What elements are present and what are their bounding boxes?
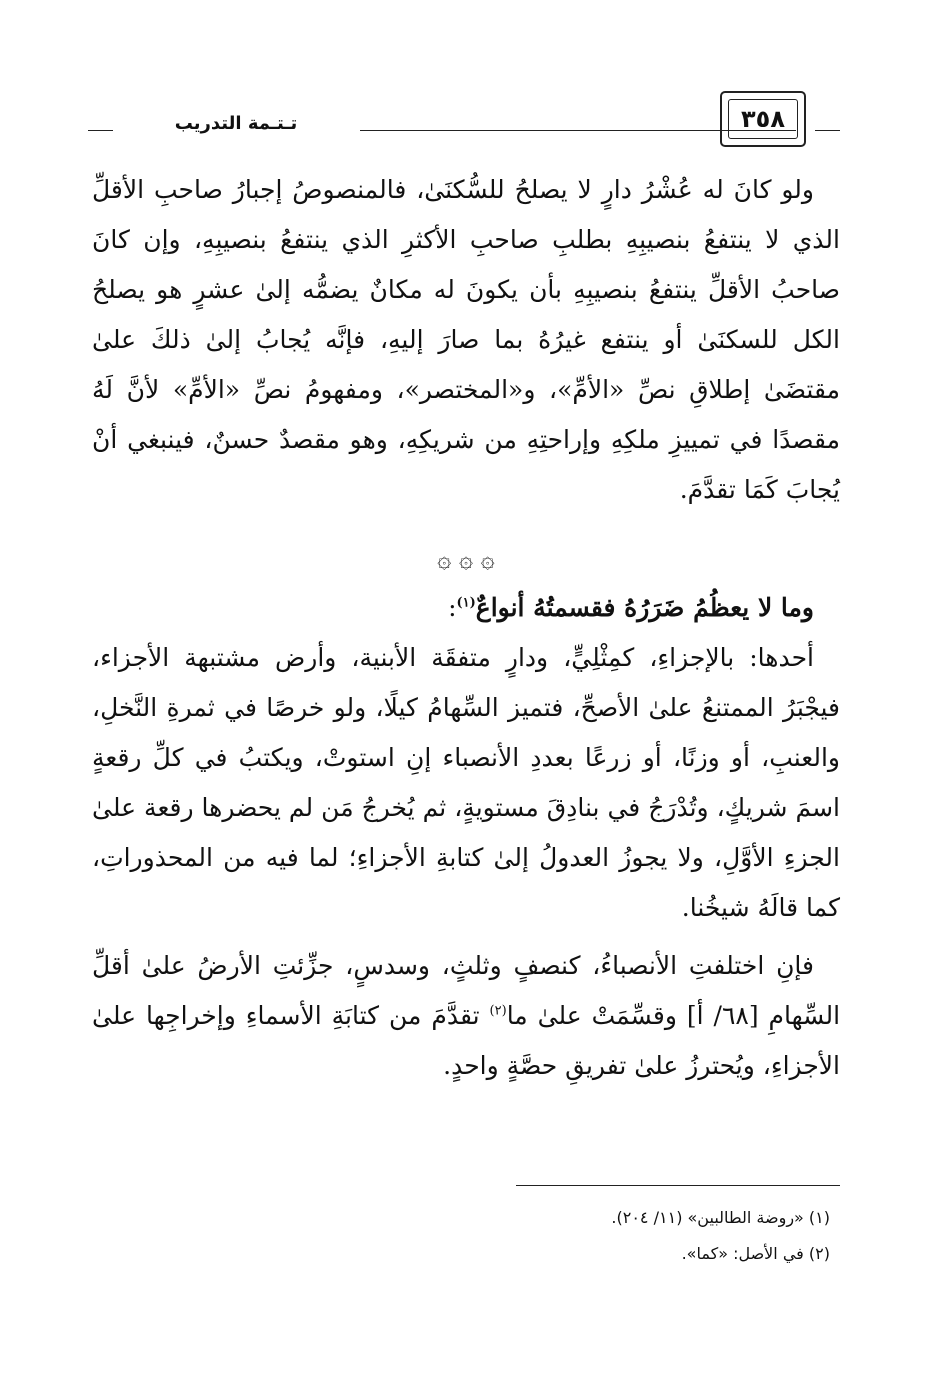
paragraph-2 bbox=[92, 633, 840, 933]
section-heading-text: وما لا يعظُمُ ضَرَرُهُ فقسمتُهُ أنواعٌ bbox=[475, 593, 814, 622]
footnote-separator bbox=[516, 1185, 840, 1186]
header-rule-left bbox=[88, 130, 113, 131]
paragraph-2-text: أحدها: بالإجزاءِ، كمِثْلِيٍّ، ودارٍ متفقَة الأبنية، وأرض مشتبهة الأجزاء، فيجْبَرُ الممتنعُ علىٰ الأصحِّ، فتميز السِّهامُ كيلًا، ولو خرصًا في ثمرةِ النَّخلِ، والعنبِ، أو وزنًا، أو زرعًا بعددِ الأنصباء إنِ استوتْ، ويكتبُ في كلِّ رقعةٍ اسمَ شريكٍ، وتُدْرَجُ في بنادِقَ مستويةٍ، ثم يُخرجُ مَن لم يحضرها رقعة علىٰ الجزءِ الأوَّلِ، ولا يجوزُ العدولُ إلىٰ كتابةِ الأجزاءِ؛ لما فيه من المحذوراتِ، كما قالَهُ شيخُنا. bbox=[92, 643, 840, 922]
page-number: ٣٥٨ bbox=[728, 99, 798, 139]
page-header bbox=[88, 85, 840, 175]
section-heading-colon: : bbox=[448, 593, 457, 622]
paragraph-3-text-a: فإنِ اختلفتِ الأنصباءُ، كنصفٍ وثلثٍ، وسدسٍ، جزِّئتِ الأرضُ علىٰ أقلِّ السِّهامِ [٦٨/ أ] وقسِّمَتْ علىٰ ما bbox=[92, 951, 841, 1030]
paragraph-3-text-b: تقدَّمَ من كتابَةِ الأسماءِ وإخراجِها علىٰ الأجزاءِ، ويُحترزُ علىٰ تفريقِ حصَّةٍ واحدٍ. bbox=[92, 1001, 840, 1080]
section-ornament: ۞ ۞ ۞ bbox=[437, 545, 495, 573]
section-heading bbox=[92, 583, 840, 633]
page-number-frame bbox=[720, 91, 806, 147]
footnotes bbox=[340, 1200, 830, 1272]
paragraph-1-text: ولو كانَ له عُشْرُ دارٍ لا يصلحُ للسُّكنَىٰ، فالمنصوصُ إجبارُ صاحبِ الأقلِّ الذي لا ينتفعُ بنصيبِهِ بطلبِ صاحبِ الأكثرِ الذي ينتفعُ بنصيبِهِ، وإن كانَ صاحبُ الأقلِّ ينتفعُ بنصيبِهِ بأن يكونَ له مكانٌ يضمُّه إلىٰ عشرٍ هو يصلحُ الكل للسكنَىٰ أو ينتفع غيرُهُ بما صارَ إليهِ، فإنَّه يُجابُ إلىٰ ذلكَ علىٰ مقتضَىٰ إطلاقِ نصِّ «الأمِّ»، و«المختصر»، ومفهومُ نصِّ «الأمِّ» لأنَّ لَهُ مقصدًا في تمييزِ ملكِهِ وإراحتِهِ من شريكِهِ، وهو مقصدٌ حسنٌ، فينبغي أنْ يُجابَ كَمَا تقدَّمَ. bbox=[92, 175, 840, 504]
footnote-2: (٢) في الأصل: «كما». bbox=[681, 1244, 830, 1263]
main-text bbox=[92, 165, 840, 1091]
paragraph-1 bbox=[92, 165, 840, 515]
header-rule-right bbox=[815, 130, 840, 131]
footnote-ref-2[interactable]: (٢) bbox=[489, 1003, 507, 1019]
footnote-1: (١) «روضة الطالبين» (١١/ ٢٠٤). bbox=[611, 1208, 830, 1227]
running-title: تـتـمة التدريب bbox=[174, 113, 298, 134]
footnote-ref-1[interactable]: (١) bbox=[456, 595, 476, 611]
paragraph-3 bbox=[92, 941, 840, 1091]
